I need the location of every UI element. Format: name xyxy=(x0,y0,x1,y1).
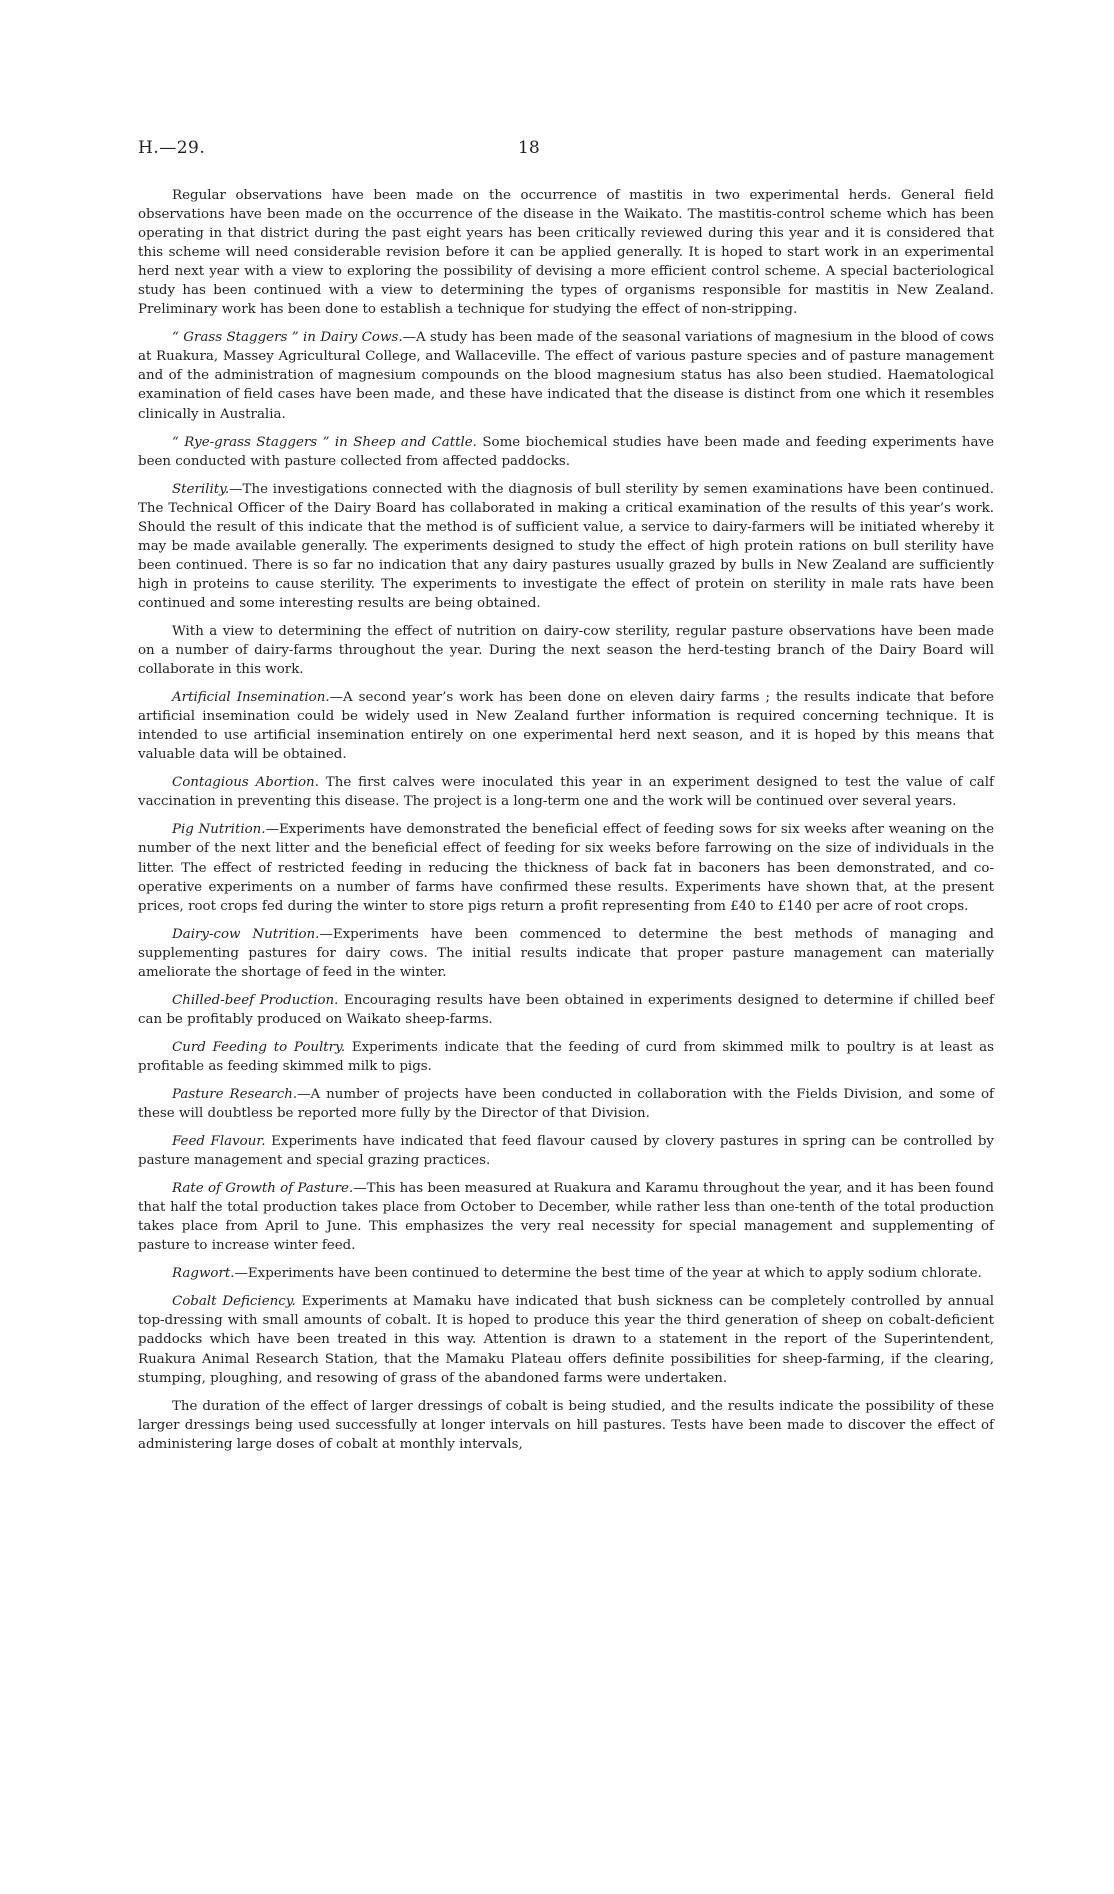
paragraph-artificial-insemination xyxy=(138,688,994,764)
paragraph-text: Some biochemical studies have been made and feeding experiments have been conducted with pasture collected from affected paddocks. xyxy=(138,434,994,469)
paragraph-feed-flavour xyxy=(138,1132,994,1170)
paragraph-text: —Experiments have demonstrated the beneficial effect of feeding sows for six weeks after weaning on the number of the next litter and the beneficial effect of feeding for six weeks before farrowing on the size of individuals in the litter. The effect of restricted feeding in reducing the thickness of back fat in baconers has been demonstrated, and co-operative experiments on a number of farms have confirmed these results. Experiments have shown that, at the present prices, root crops fed during the winter to store pigs return a profit representing from £40 to £140 per acre of root crops. xyxy=(138,822,995,914)
paragraph-cobalt-deficiency xyxy=(138,1292,994,1387)
document-body xyxy=(138,186,994,1454)
section-heading: Feed Flavour. xyxy=(172,1134,266,1150)
paragraph-chilled-beef xyxy=(138,991,994,1029)
section-heading: Pasture Research. xyxy=(172,1086,298,1102)
section-heading: Cobalt Deficiency. xyxy=(172,1294,296,1310)
paragraph-text: —A second year’s work has been done on eleven dairy farms ; the results indicate that before artificial insemination could be widely used in New Zealand further information is required concerning technique. It is intended to use artificial insemination entirely on one experimental herd next season, and it is hoped by this means that valuable data will be obtained. xyxy=(138,690,994,763)
paragraph-pasture-research xyxy=(138,1085,994,1123)
paragraph-mastitis xyxy=(138,186,994,319)
paragraph-cobalt-duration xyxy=(138,1397,994,1454)
paragraph-text: —This has been measured at Ruakura and Karamu throughout the year, and it has been found that half the total production takes place from October to December, while rather less than one-tenth of the total production takes place from April to June. This emphasizes the very real necessity for special management and supplementing of pasture to increase winter feed. xyxy=(138,1181,995,1254)
paragraph-curd-feeding xyxy=(138,1038,994,1076)
section-heading: Chilled-beef Production. xyxy=(172,992,339,1008)
section-heading: Ragwort. xyxy=(172,1266,235,1282)
paragraph-ragwort xyxy=(138,1264,994,1283)
paragraph-text: The first calves were inoculated this year in an experiment designed to test the value of calf vaccination in preventing this disease. The project is a long-term one and the work will be continued over several years. xyxy=(138,775,994,810)
section-heading: Rate of Growth of Pasture. xyxy=(172,1181,354,1197)
paragraph-text: Experiments have indicated that feed flavour caused by clovery pastures in spring can be controlled by pasture management and special grazing practices. xyxy=(138,1134,994,1169)
section-heading: “ Grass Staggers ” in Dairy Cows. xyxy=(172,330,403,346)
paragraph-text: Experiments indicate that the feeding of curd from skimmed milk to poultry is at least as profitable as feeding skimmed milk to pigs. xyxy=(138,1039,995,1074)
report-reference: H.—29. xyxy=(138,138,206,158)
paragraph-text: With a view to determining the effect of nutrition on dairy-cow sterility, regular pasture observations have been made on a number of dairy-farms throughout the year. During the next season the herd-testing branch of the Dairy Board will collaborate in this work. xyxy=(138,623,994,678)
paragraph-text: The duration of the effect of larger dressings of cobalt is being studied, and the results indicate the possibility of these larger dressings being used successfully at longer intervals on hill pastures. Tests have been made to discover the effect of administering large doses of cobalt at monthly intervals, xyxy=(138,1398,994,1452)
paragraph-text: Regular observations have been made on the occurrence of mastitis in two experimental herds. General field observations have been made on the occurrence of the disease in the Waikato. The mastitis-control scheme which has been operating in that district during the past eight years has been critically reviewed during this year and it is considered that this scheme will need considerable revision before it can be applied generally. It is hoped to start work in an experimental herd next year with a view to exploring the possibility of devising a more efficient control scheme. A special bacteriological study has been continued with a view to determining the types of organisms responsible for mastitis in New Zealand. Preliminary work has been done to establish a technique for studying the effect of non-stripping. xyxy=(138,188,994,318)
paragraph-text: Experiments at Mamaku have indicated that bush sickness can be completely controlled by annual top-dressing with small amounts of cobalt. It is hoped to produce this year the third generation of sheep on cobalt-deficient paddocks which have been treated in this way. Attention is drawn to a statement in the report of the Superintendent, Ruakura Animal Research Station, that the Mamaku Plateau offers definite possibilities for sheep-farming, if the clearing, stumping, ploughing, and resowing of grass of the abandoned farms were undertaken. xyxy=(138,1294,994,1386)
paragraph-text: —A study has been made of the seasonal variations of magnesium in the blood of cows at Ruakura, Massey Agricultural College, and Wallaceville. The effect of various pasture species and of pasture management and of the administration of magnesium compounds on the blood magnesium status has also been studied. Haematological examination of field cases have been made, and these have indicated that the disease is distinct from one which it resembles clinically in Australia. xyxy=(138,330,994,422)
paragraph-rye-grass-staggers xyxy=(138,433,994,471)
paragraph-text: —Experiments have been continued to determine the best time of the year at which to apply sodium chlorate. xyxy=(234,1266,982,1282)
section-heading: Pig Nutrition. xyxy=(172,822,266,838)
section-heading: Curd Feeding to Poultry. xyxy=(172,1039,346,1055)
paragraph-sterility xyxy=(138,480,994,613)
paragraph-pig-nutrition xyxy=(138,820,994,915)
paragraph-grass-staggers xyxy=(138,328,994,423)
paragraph-text: —The investigations connected with the diagnosis of bull sterility by semen examinations have been continued. The Technical Officer of the Dairy Board has collaborated in making a critical examination of the results of this year’s work. Should the result of this indicate that the method is of sufficient value, a service to dairy-farmers will be initiated whereby it may be made available generally. The experiments designed to study the effect of high protein rations on bull sterility have been continued. There is so far no indication that any dairy pastures usually grazed by bulls in New Zealand are sufficiently high in proteins to cause sterility. The experiments to investigate the effect of protein on sterility in male rats have been continued and some interesting results are being obtained. xyxy=(138,481,994,611)
paragraph-pasture-growth xyxy=(138,1179,994,1255)
section-heading: Contagious Abortion. xyxy=(172,775,319,791)
section-heading: “ Rye-grass Staggers ” in Sheep and Cattle. xyxy=(172,434,477,450)
document-page xyxy=(138,138,994,1463)
paragraph-nutrition-sterility xyxy=(138,622,994,679)
section-heading: Dairy-cow Nutrition. xyxy=(172,926,320,942)
paragraph-dairy-cow-nutrition xyxy=(138,925,994,982)
paragraph-contagious-abortion xyxy=(138,773,994,811)
section-heading: Sterility. xyxy=(172,481,230,497)
paragraph-text: Encouraging results have been obtained in experiments designed to determine if chilled beef can be profitably produced on Waikato sheep-farms. xyxy=(138,992,994,1027)
paragraph-text: —A number of projects have been conducted in collaboration with the Fields Division, and some of these will doubtless be reported more fully by the Director of that Division. xyxy=(138,1086,994,1122)
section-heading: Artificial Insemination. xyxy=(172,690,330,706)
page-number: 18 xyxy=(518,138,540,158)
page-header xyxy=(138,138,994,166)
paragraph-text: —Experiments have been commenced to determine the best methods of managing and supplementing pastures for dairy cows. The initial results indicate that proper pasture management can materially ameliorate the shortage of feed in the winter. xyxy=(138,926,994,980)
